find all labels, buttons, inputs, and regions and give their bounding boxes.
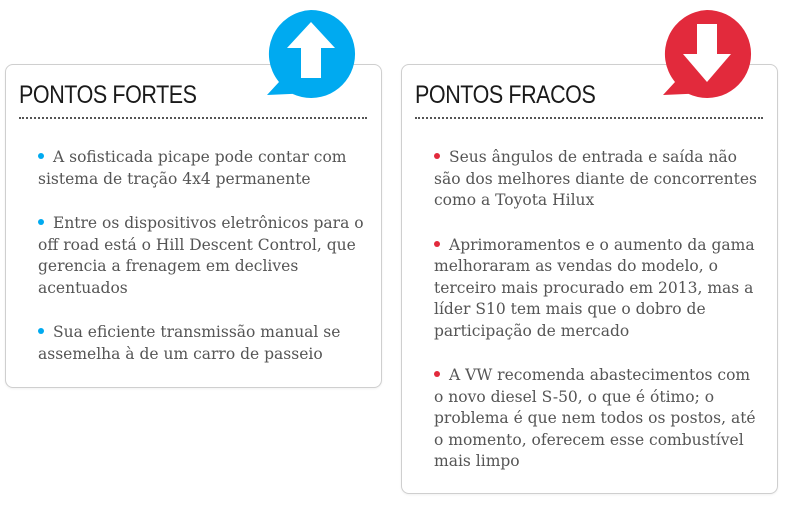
list-item-text: A VW recomenda abastecimentos com o novo diesel S-50, o que é ótimo; o problema é que nem todos os postos, até o momento, oferecem esse combustível mais limpo	[434, 366, 756, 470]
strengths-divider	[19, 117, 367, 119]
list-item-text: Sua eficiente transmissão manual se assemelha à de um carro de passeio	[38, 323, 341, 363]
bullet-dot	[434, 371, 440, 377]
bullet-dot	[38, 328, 44, 334]
bullet-dot	[434, 241, 440, 247]
list-item	[434, 365, 764, 473]
list-item	[434, 235, 764, 343]
weaknesses-list	[434, 147, 764, 496]
list-item-text: Entre os dispositivos eletrônicos para o off road está o Hill Descent Control, que gerencia a frenagem em declives acentuados	[38, 214, 364, 297]
bullet-dot	[38, 219, 44, 225]
list-item	[38, 322, 368, 365]
list-item-text: Seus ângulos de entrada e saída não são dos melhores diante de concorrentes como a Toyota Hilux	[434, 148, 757, 209]
arrow-up-icon	[265, 8, 357, 100]
list-item	[434, 147, 764, 212]
list-item-text: A sofisticada picape pode contar com sistema de tração 4x4 permanente	[38, 148, 347, 188]
weaknesses-divider	[415, 117, 763, 119]
list-item	[38, 213, 368, 299]
weaknesses-card	[401, 64, 778, 494]
arrow-down-icon	[661, 8, 753, 100]
strengths-list	[38, 147, 368, 388]
list-item-text: Aprimoramentos e o aumento da gama melhoraram as vendas do modelo, o terceiro mais procurado em 2013, mas a líder S10 tem mais que o dobro de participação de mercado	[434, 235, 755, 340]
bullet-dot	[434, 153, 440, 159]
bullet-dot	[38, 153, 44, 159]
strengths-title: PONTOS FORTES	[19, 81, 197, 109]
list-item	[38, 147, 368, 190]
strengths-card	[5, 64, 382, 388]
weaknesses-title: PONTOS FRACOS	[415, 81, 596, 109]
